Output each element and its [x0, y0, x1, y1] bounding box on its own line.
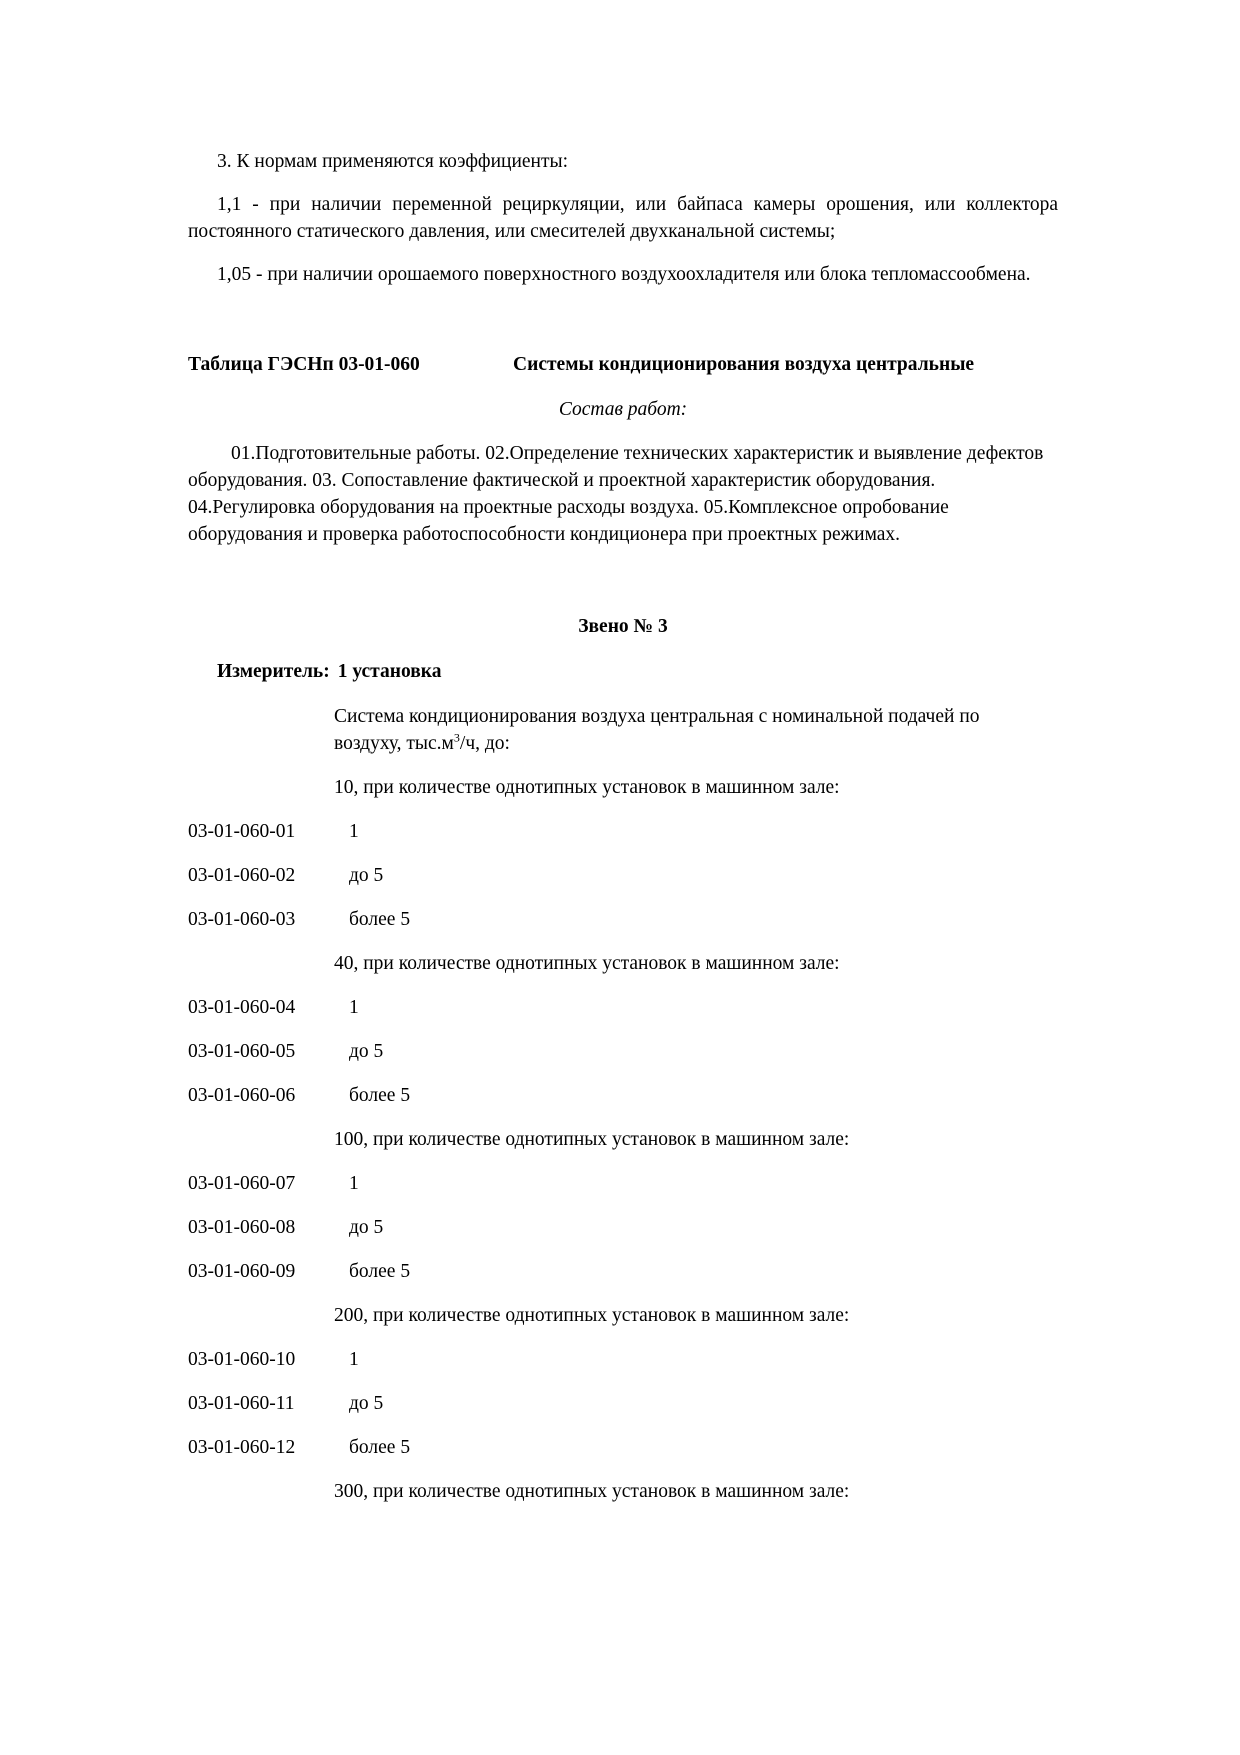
table-code: Таблица ГЭСНп 03-01-060	[188, 354, 420, 375]
norm-row	[188, 1038, 1058, 1065]
norm-code: 03-01-060-12	[188, 1437, 296, 1458]
norm-code: 03-01-060-10	[188, 1349, 296, 1370]
norm-row	[188, 906, 1058, 933]
norm-quantity: 1	[349, 1173, 359, 1194]
norm-row	[188, 994, 1058, 1021]
group-heading: 100, при количестве однотипных установок в машинном зале:	[334, 1129, 850, 1150]
group-heading: 40, при количестве однотипных установок в машинном зале:	[334, 953, 840, 974]
norm-row	[188, 1346, 1058, 1373]
norm-code: 03-01-060-04	[188, 997, 296, 1018]
document-page	[188, 148, 1058, 1505]
norm-row	[188, 1082, 1058, 1109]
norm-quantity: до 5	[349, 1217, 384, 1238]
norm-row	[188, 1258, 1058, 1285]
norm-code: 03-01-060-03	[188, 909, 296, 930]
composition-text: 01.Подготовительные работы. 02.Определение технических характеристик и выявление дефектов оборудования. 03. Сопоставление фактической и проектной характеристик оборудования. 04.Регулировка оборудования на проектные расходы воздуха. 05.Комплексное опробование оборудования и проверка работоспособности кондиционера при проектных режимах.	[188, 443, 1044, 545]
system-description-text: Система кондиционирования воздуха центральная с номинальной подачей по воздуху, тыс.м	[334, 706, 980, 754]
norm-code: 03-01-060-06	[188, 1085, 296, 1106]
norm-code: 03-01-060-05	[188, 1041, 296, 1062]
norm-quantity: до 5	[349, 1393, 384, 1414]
measure-label: Измеритель:	[217, 661, 330, 682]
norm-code: 03-01-060-11	[188, 1393, 295, 1414]
norm-code: 03-01-060-02	[188, 865, 296, 886]
norm-quantity: 1	[349, 1349, 359, 1370]
norm-quantity: 1	[349, 997, 359, 1018]
norm-code: 03-01-060-01	[188, 821, 296, 842]
norm-row	[188, 1214, 1058, 1241]
norm-quantity: 1	[349, 821, 359, 842]
brigade-heading: Звено № 3	[578, 616, 668, 637]
norm-quantity: более 5	[349, 1085, 411, 1106]
norm-quantity: более 5	[349, 1261, 411, 1282]
system-description	[334, 703, 1044, 757]
group-heading: 200, при количестве однотипных установок в машинном зале:	[334, 1305, 850, 1326]
norm-code: 03-01-060-09	[188, 1261, 296, 1282]
coefficient-1-05: 1,05 - при наличии орошаемого поверхностного воздухоохладителя или блока тепломассообмена.	[217, 264, 1031, 285]
coefficient-1-1: 1,1 - при наличии переменной рециркуляции, или байпаса камеры орошения, или коллектора постоянного статического давления, или смесителей двухканальной системы;	[188, 194, 1058, 242]
norm-quantity: более 5	[349, 1437, 411, 1458]
norm-quantity: до 5	[349, 865, 384, 886]
coefficients-note: 3. К нормам применяются коэффициенты:	[217, 151, 569, 172]
group-heading: 10, при количестве однотипных установок в машинном зале:	[334, 777, 840, 798]
cubic-superscript: 3	[453, 730, 460, 745]
norm-code: 03-01-060-07	[188, 1173, 296, 1194]
composition-title: Состав работ:	[558, 399, 688, 420]
table-heading	[188, 351, 1058, 378]
measure-unit	[188, 658, 1058, 685]
measure-value: 1 установка	[337, 661, 442, 682]
norm-row	[188, 818, 1058, 845]
norm-code: 03-01-060-08	[188, 1217, 296, 1238]
system-description-unit: /ч, до:	[459, 733, 510, 754]
norm-row	[188, 1434, 1058, 1461]
norm-quantity: до 5	[349, 1041, 384, 1062]
norm-row	[188, 1170, 1058, 1197]
norm-row	[188, 1390, 1058, 1417]
norm-quantity: более 5	[349, 909, 411, 930]
norm-row	[188, 862, 1058, 889]
table-title: Системы кондиционирования воздуха центральные	[513, 354, 975, 375]
group-heading: 300, при количестве однотипных установок в машинном зале:	[334, 1481, 850, 1502]
norms-list	[188, 774, 1058, 1505]
